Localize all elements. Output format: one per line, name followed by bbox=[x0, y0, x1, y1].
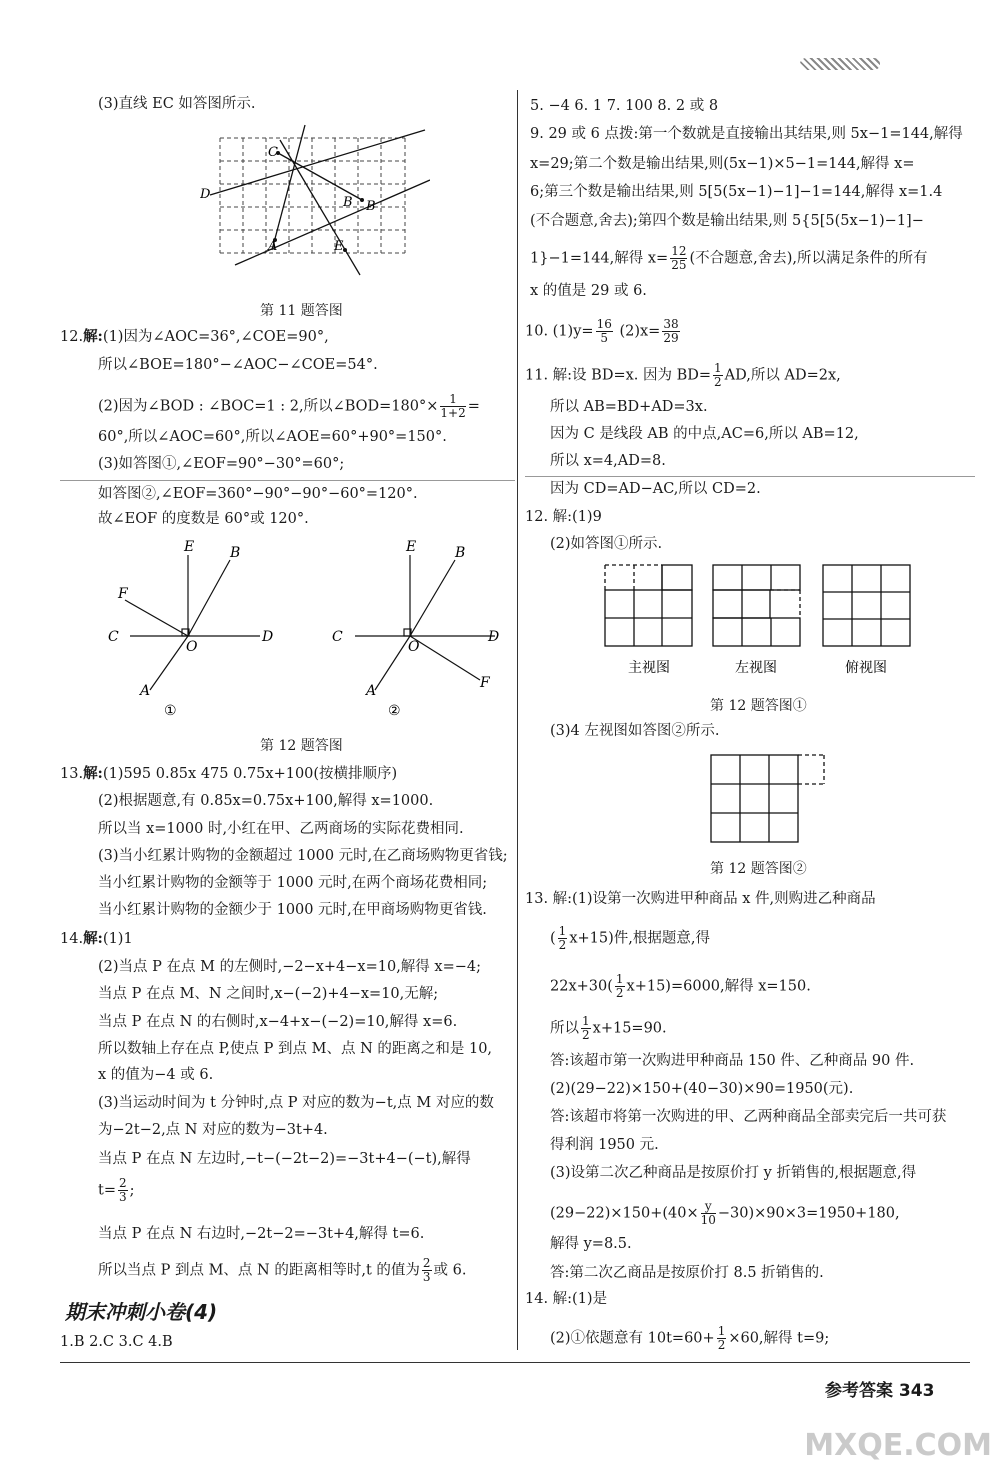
label-b2: B bbox=[343, 195, 353, 210]
fraction: $\frac{1}{2}$ bbox=[717, 1324, 726, 1352]
q14-line2: (2)当点 P 在点 M 的左侧时,−2−x+4−x=10,解得 x=−4; bbox=[98, 959, 481, 975]
footer-label: 参考答案 343 bbox=[825, 1381, 935, 1401]
q14-line12: 所以当点 P 到点 M、点 N 的距离相等时,t 的值为 $\frac{2}{3}$ 或 6. bbox=[98, 1256, 467, 1284]
q14-line10: t= $\frac{2}{3}$ ; bbox=[98, 1176, 135, 1204]
r-line11: 因为 C 是线段 AB 的中点,AC=6,所以 AB=12, bbox=[550, 426, 859, 442]
fraction: $\frac{2}{3}$ bbox=[422, 1256, 431, 1284]
q14-line6: x 的值为−4 或 6. bbox=[98, 1067, 214, 1083]
r-line2: 9. 29 或 6 点拨:第一个数就是直接输出其结果,则 5x−1=144,解得 bbox=[530, 126, 963, 142]
fig12-caption: 第 12 题答图 bbox=[260, 738, 343, 754]
label-c: C bbox=[268, 145, 278, 160]
fig12a-caption: 第 12 题答图① bbox=[710, 698, 807, 714]
r-line30: (2)①依题意有 10t=60+ $\frac{1}{2}$ ×60,解得 t=9; bbox=[550, 1324, 830, 1352]
r-line5: (不合题意,舍去);第四个数是输出结果,则 5{5[5(5x−1)−1]− bbox=[530, 213, 924, 229]
r-line23: 答:该超市将第一次购进的甲、乙两种商品全部卖完后一共可获 bbox=[550, 1109, 947, 1125]
fraction: $\frac{1}{2}$ bbox=[582, 1014, 590, 1042]
fraction: $\frac{38}{29}$ bbox=[663, 317, 679, 345]
r-line18: ( $\frac{1}{2}$ x+15)件,根据题意,得 bbox=[550, 924, 710, 952]
fig12-circle-2: ② bbox=[388, 703, 401, 719]
q14-line3: 当点 P 在点 M、N 之间时,x−(−2)+4−x=10,无解; bbox=[98, 986, 439, 1002]
fig12b-label-b: B bbox=[455, 545, 466, 561]
q14-line4: 当点 P 在点 N 的右侧时,x−4+x−(−2)=10,解得 x=6. bbox=[98, 1014, 458, 1030]
r-line14: 12. 解:(1)9 bbox=[525, 509, 602, 525]
fraction: $\frac{1}{1+2}$ bbox=[440, 392, 466, 420]
r-line6: 1}−1=144,解得 x= $\frac{12}{25}$ (不合题意,舍去),所以满足条件的所有 bbox=[530, 244, 928, 272]
view-main-label: 主视图 bbox=[628, 660, 670, 676]
r-line1: 5. −4 6. 1 7. 100 8. 2 或 8 bbox=[530, 98, 719, 114]
fraction: $\frac{1}{2}$ bbox=[714, 361, 722, 389]
rule bbox=[525, 476, 975, 477]
r-line15: (2)如答图①所示. bbox=[550, 536, 663, 552]
q12-line7: 故∠EOF 的度数是 60°或 120°. bbox=[98, 511, 309, 527]
q13-line4: (3)当小红累计购物的金额超过 1000 元时,在乙商场购物更省钱; bbox=[98, 848, 508, 864]
fig12a-label-b: B bbox=[230, 545, 241, 561]
point-e bbox=[343, 248, 347, 252]
fig12a-label-f: F bbox=[118, 586, 128, 602]
page-number: 343 bbox=[898, 1381, 935, 1401]
fraction: $\frac{2}{3}$ bbox=[118, 1176, 127, 1204]
r-line16: (3)4 左视图如答图②所示. bbox=[550, 723, 720, 739]
q14-line9: 当点 P 在点 N 左边时,−t−(−2t−2)=−3t+4−(−t),解得 bbox=[98, 1151, 471, 1167]
r-line10: 所以 AB=BD+AD=3x. bbox=[550, 399, 708, 415]
label-d: D bbox=[200, 187, 211, 202]
fig12-circle-1: ① bbox=[164, 703, 177, 719]
r-line8: 10. (1)y= $\frac{16}{5}$ (2)x= $\frac{38}{29}$ bbox=[525, 317, 679, 345]
rule bbox=[60, 480, 515, 481]
r-line9: 11. 解:设 BD=x. 因为 BD= $\frac{1}{2}$ AD,所以 AD=2x, bbox=[525, 361, 841, 389]
r-line12: 所以 x=4,AD=8. bbox=[550, 453, 666, 469]
label-a: A bbox=[268, 239, 278, 254]
fig12b-caption: 第 12 题答图② bbox=[710, 861, 807, 877]
r-line25: (3)设第二次乙种商品是按原价打 y 折销售的,根据题意,得 bbox=[550, 1165, 917, 1181]
r-line26: (29−22)×150+(40× $\frac{y}{10}$ −30)×90×3=1950+180, bbox=[550, 1199, 900, 1227]
fig12a-label-d: D bbox=[262, 629, 274, 645]
label-e: E bbox=[334, 239, 344, 254]
fig12b-label-a: A bbox=[366, 683, 377, 699]
r-line4: 6;第三个数是输出结果,则 5[5(5x−1)−1]−1=144,解得 x=1.4 bbox=[530, 184, 943, 200]
r-line20: 所以 $\frac{1}{2}$ x+15=90. bbox=[550, 1014, 667, 1042]
q12-line2: 所以∠BOE=180°−∠AOC−∠COE=54°. bbox=[98, 357, 378, 373]
fraction: $\frac{12}{25}$ bbox=[671, 244, 687, 272]
fig12a-label-e: E bbox=[184, 539, 195, 555]
fig12a-label-o: O bbox=[186, 639, 198, 655]
fraction: $\frac{16}{5}$ bbox=[596, 317, 612, 345]
r-line21: 答:该超市第一次购进甲种商品 150 件、乙种商品 90 件. bbox=[550, 1053, 915, 1069]
fig12a-label-c: C bbox=[108, 629, 119, 645]
q14-line5: 所以数轴上存在点 P,使点 P 到点 M、点 N 的距离之和是 10, bbox=[98, 1041, 493, 1057]
r-line29: 14. 解:(1)是 bbox=[525, 1291, 608, 1307]
q13-line1: 13.解:(1)595 0.85x 475 0.75x+100(按横排顺序) bbox=[60, 765, 398, 782]
r-line13: 因为 CD=AD−AC,所以 CD=2. bbox=[550, 481, 761, 497]
label-b: B bbox=[366, 199, 376, 214]
q11-part3: (3)直线 EC 如答图所示. bbox=[98, 96, 256, 112]
fig12b-label-d: D bbox=[488, 629, 500, 645]
q14-line1: 14.解:(1)1 bbox=[60, 930, 133, 947]
q13-line2: (2)根据题意,有 0.85x=0.75x+100,解得 x=1000. bbox=[98, 793, 434, 809]
fig12b-label-f: F bbox=[480, 675, 490, 691]
r-line17: 13. 解:(1)设第一次购进甲种商品 x 件,则购进乙种商品 bbox=[525, 891, 876, 907]
q13-line5: 当小红累计购物的金额等于 1000 元时,在两个商场花费相同; bbox=[98, 875, 488, 891]
header-decoration bbox=[800, 58, 880, 70]
q12-line1: 12.解:(1)因为∠AOC=36°,∠COE=90°, bbox=[60, 328, 329, 345]
r-line19: 22x+30( $\frac{1}{2}$ x+15)=6000,解得 x=150. bbox=[550, 972, 811, 1000]
point-b bbox=[360, 198, 364, 202]
watermark: MXQE.COM bbox=[804, 1428, 992, 1463]
q12-line4: 60°,所以∠AOC=60°,所以∠AOE=60°+90°=150°. bbox=[98, 429, 447, 445]
fraction: $\frac{y}{10}$ bbox=[700, 1199, 716, 1227]
footer-rule bbox=[60, 1362, 970, 1363]
fig11-caption: 第 11 题答图 bbox=[260, 303, 343, 319]
r-line7: x 的值是 29 或 6. bbox=[530, 283, 647, 299]
q14-line8: 为−2t−2,点 N 对应的数为−3t+4. bbox=[98, 1122, 328, 1138]
q14-line7: (3)当运动时间为 t 分钟时,点 P 对应的数为−t,点 M 对应的数 bbox=[98, 1095, 494, 1111]
q14-line11: 当点 P 在点 N 右边时,−2t−2=−3t+4,解得 t=6. bbox=[98, 1226, 425, 1242]
fraction: $\frac{1}{2}$ bbox=[615, 972, 624, 1000]
view-left-label: 左视图 bbox=[735, 660, 777, 676]
r-line22: (2)(29−22)×150+(40−30)×90=1950(元). bbox=[550, 1081, 854, 1097]
answers-1-4: 1.B 2.C 3.C 4.B bbox=[60, 1334, 173, 1350]
q12-line3: (2)因为∠BOD : ∠BOC=1 : 2,所以∠BOD=180°× $\frac{1}{1+2}$ = bbox=[98, 392, 480, 420]
q12-line6: 如答图②,∠EOF=360°−90°−90°−60°=120°. bbox=[98, 486, 418, 502]
figure-11 bbox=[200, 120, 430, 280]
fig12b-label-e: E bbox=[406, 539, 417, 555]
r-line3: x=29;第二个数是输出结果,则(5x−1)×5−1=144,解得 x= bbox=[530, 156, 915, 172]
q13-line3: 所以当 x=1000 时,小红在甲、乙两商场的实际花费相同. bbox=[98, 821, 464, 837]
r-line24: 得利润 1950 元. bbox=[550, 1137, 659, 1153]
fraction: $\frac{1}{2}$ bbox=[558, 924, 567, 952]
r-line28: 答:第二次乙商品是按原价打 8.5 折销售的. bbox=[550, 1265, 824, 1281]
figure-12 bbox=[100, 535, 520, 735]
fig12a-label-a: A bbox=[140, 683, 151, 699]
q13-line6: 当小红累计购物的金额少于 1000 元时,在甲商场购物更省钱. bbox=[98, 902, 487, 918]
fig12b-label-c: C bbox=[332, 629, 343, 645]
figure-12b-left-view bbox=[708, 752, 828, 852]
view-top-label: 俯视图 bbox=[845, 660, 887, 676]
q12-line5: (3)如答图①,∠EOF=90°−30°=60°; bbox=[98, 456, 345, 472]
section-title: 期末冲刺小卷(4) bbox=[65, 1300, 218, 1324]
figure-12a-views bbox=[600, 562, 930, 682]
fig12b-label-o: O bbox=[408, 639, 420, 655]
r-line27: 解得 y=8.5. bbox=[550, 1236, 632, 1252]
